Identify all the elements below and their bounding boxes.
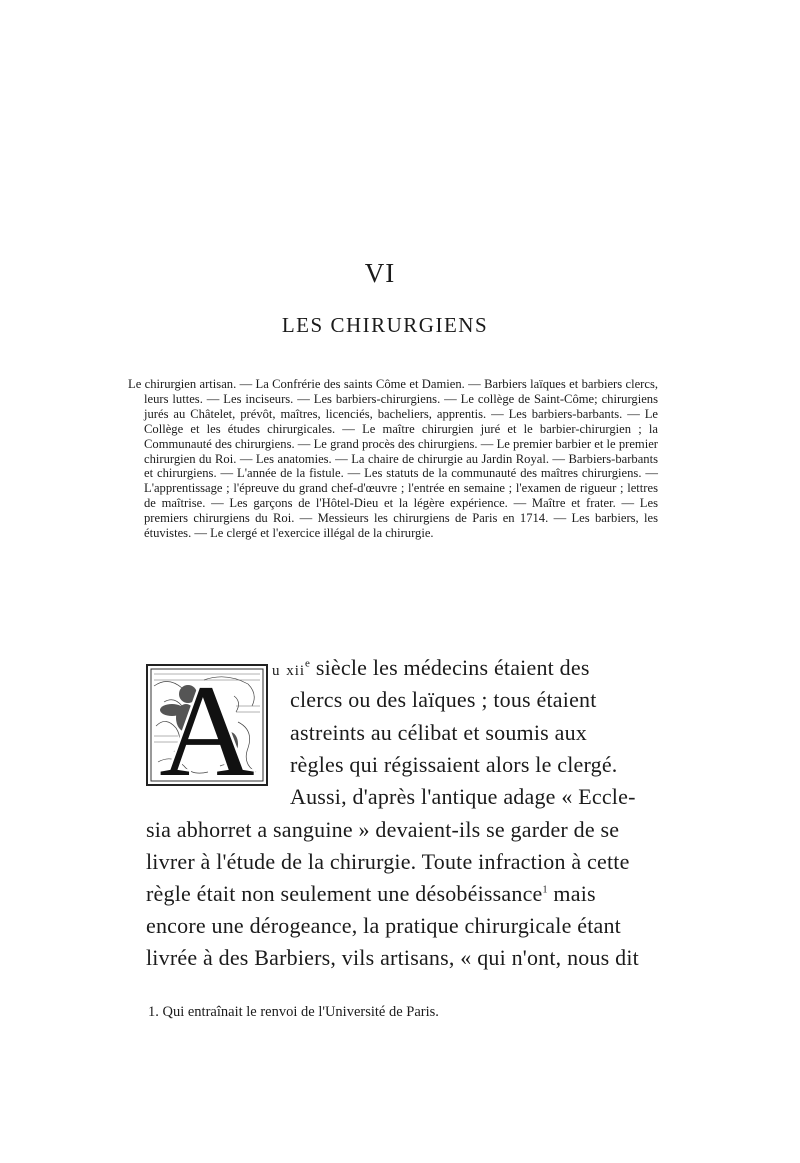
body-line-9: encore une dérogeance, la pratique chirurgicale étant bbox=[146, 913, 621, 938]
dropcap-letter: A bbox=[159, 664, 255, 786]
footnote bbox=[148, 1004, 648, 1021]
body-line-5: Aussi, d'après l'antique adage « Eccle- bbox=[290, 784, 636, 809]
body-line-1: u xii$^e$ siècle les médecins étaient des bbox=[272, 655, 590, 680]
chapter-title: LES CHIRURGIENS bbox=[281, 313, 489, 337]
body-line-10: livrée à des Barbiers, vils artisans, « qui n'ont, nous dit bbox=[146, 945, 639, 970]
footnote-reference: 1 bbox=[542, 884, 548, 896]
body-line-2: clercs ou des laïques ; tous étaient bbox=[290, 687, 597, 712]
body-line-4: règles qui régissaient alors le clergé. bbox=[290, 752, 618, 777]
body-line-7: livrer à l'étude de la chirurgie. Toute infraction à cette bbox=[146, 849, 630, 874]
footnote-marker: 1. bbox=[148, 1004, 159, 1020]
body-line-6: sia abhorret a sanguine » devaient-ils se garder de se bbox=[146, 817, 620, 842]
body-line-3: astreints au célibat et soumis aux bbox=[290, 720, 588, 745]
chapter-summary: Le chirurgien artisan. — La Confrérie des saints Côme et Damien. — Barbiers laïques et barbiers clercs, leurs luttes. — Les inciseurs. — Les barbiers-chirurgiens. — Le collège de Saint-Côme; chirurgiens jurés au Châtelet, prévôt, maîtres, licenciés, bacheliers, apprentis. — Les barbiers-barbants. — Le Collège et les études chirurgicales. — Le maître chirurgien juré et le barbier-chirurgien ; la Communauté des chirurgiens. — Le grand procès des chirurgiens. — Le premier barbier et le premier chirurgien du Roi. — Les anatomies. — La chaire de chirurgie au Jardin Royal. — Barbiers-barbants et chirurgiens. — L'année de la fistule. — Les statuts de la communauté des maîtres chirurgiens. — L'apprentissage ; l'épreuve du grand chef-d'œuvre ; l'entrée en semaine ; l'examen de rigueur ; lettres de maîtrise. — Les garçons de l'Hôtel-Dieu et la légère expérience. — Maître et frater. — Les premiers chirurgiens du Roi. — Messieurs les chirurgiens de Paris en 1714. — Les barbiers, les étuvistes. — Le clergé et l'exercice illégal de la chirurgie. bbox=[128, 377, 658, 541]
ornamental-initial bbox=[146, 664, 268, 786]
footnote-text: Qui entraînait le renvoi de l'Université de Paris. bbox=[158, 1004, 439, 1020]
chapter-number: VI bbox=[364, 258, 396, 288]
body-line-8: règle était non seulement une désobéissance$^1$ mais bbox=[146, 881, 596, 906]
